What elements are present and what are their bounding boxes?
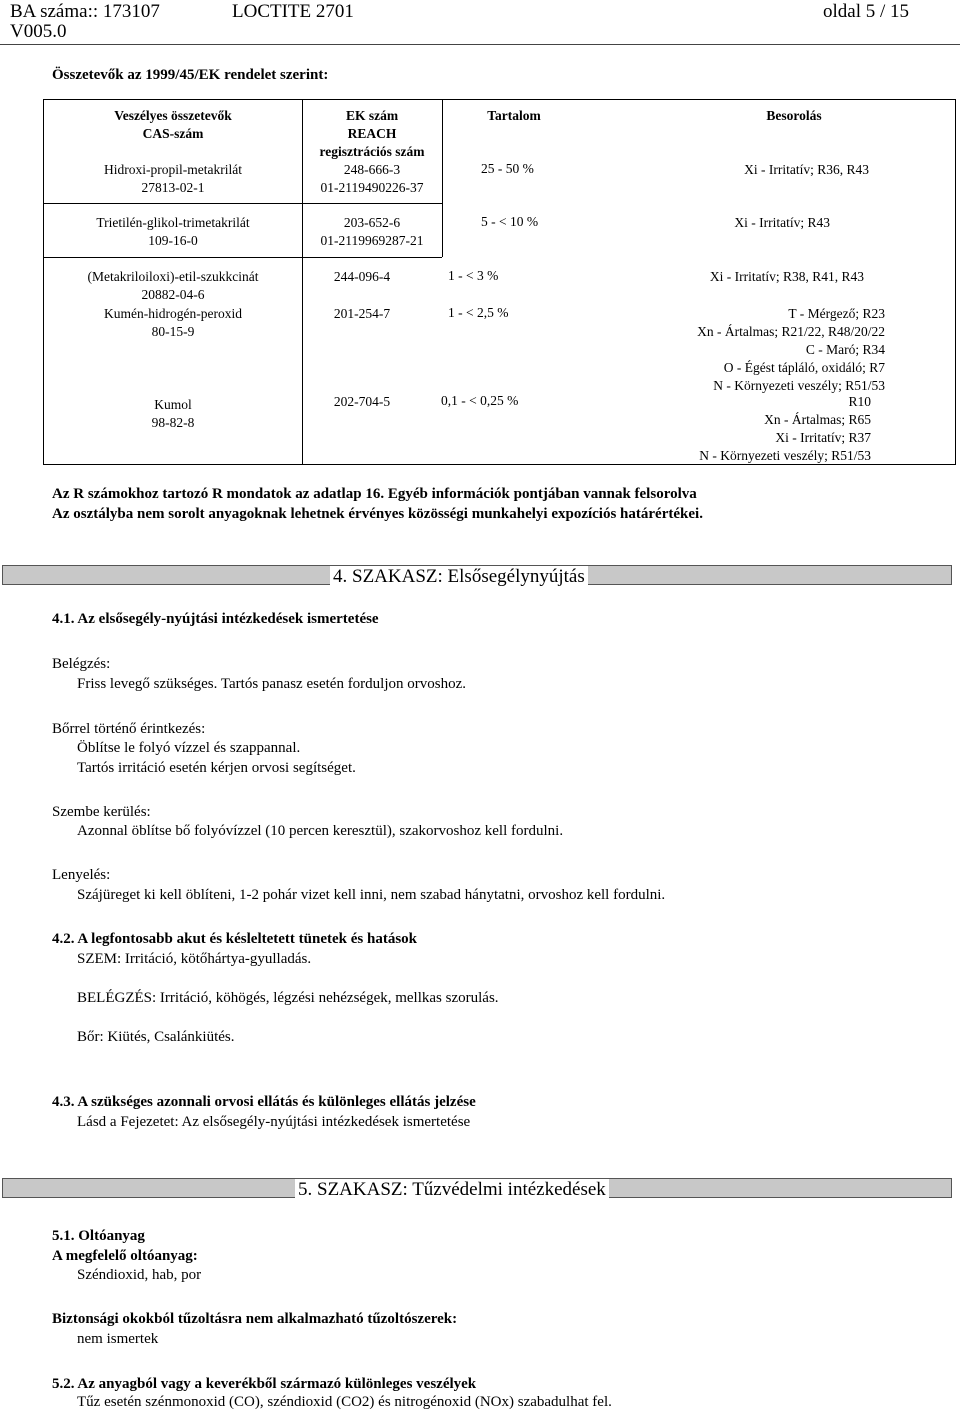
s51-heading: 5.1. Oltóanyag [52,1228,145,1244]
product-name: LOCTITE 2701 [232,1,354,22]
s42-skin: Bőr: Kiütés, Csalánkiütés. [77,1029,235,1045]
ingredient-3: (Metakriloiloxi)-etil-szukkcinát 20882-04-6 [87,269,259,302]
ingestion-text: Szájüreget ki kell öblíteni, 1-2 pohár vizet kell inni, nem szabad hánytatni, orvoshoz kell fordulni. [77,887,666,903]
eye-label: Szembe kerülés: [52,804,151,820]
ingestion-label: Lenyelés: [52,867,111,883]
s42-eye: SZEM: Irritáció, kötőhártya-gyulladás. [77,951,312,967]
col-header-ingredient: Veszélyes összetevők CAS-szám [114,108,232,141]
version: V005.0 [10,21,67,42]
suitable-text: Széndioxid, hab, por [77,1267,202,1283]
class-3: Xi - Irritatív; R38, R41, R43 [709,269,864,284]
ek-4: 201-254-7 [333,306,391,321]
ingredients-note-1: Az R számokhoz tartozó R mondatok az adatlap 16. Egyéb információk pontjában vannak felsorolva [52,486,697,502]
s41-heading: 4.1. Az elsősegély-nyújtási intézkedések ismertetése [52,611,379,627]
content-3: 1 - < 3 % [448,268,499,283]
s43-text: Lásd a Fejezetet: Az elsősegély-nyújtási intézkedések ismertetése [77,1114,471,1130]
inhalation-label: Belégzés: [52,656,111,672]
col-header-ek: EK szám REACH regisztrációs szám [319,108,425,159]
content-4: 1 - < 2,5 % [448,305,509,320]
ek-2: 203-652-6 01-2119969287-21 [320,215,424,248]
content-1: 25 - 50 % [481,161,534,176]
col-header-classification: Besorolás [766,108,822,123]
class-5: R10 Xn - Ártalmas; R65 Xi - Irritatív; R37 N - Környezeti veszély; R51/53 [699,394,871,463]
s52-text: Tűz esetén szénmonoxid (CO), széndioxid (CO2) és nitrogénoxid (NOx) szabadulhat fel. [77,1394,612,1410]
skin-label: Bőrrel történő érintkezés: [52,721,206,737]
ingredient-4: Kumén-hidrogén-peroxid 80-15-9 [104,306,242,339]
s42-heading: 4.2. A legfontosabb akut és késleltetett tünetek és hatások [52,931,418,947]
suitable-label: A megfelelő oltóanyag: [52,1248,198,1264]
class-1: Xi - Irritatív; R36, R43 [744,162,869,177]
ingredient-5: Kumol 98-82-8 [151,397,195,430]
unsuitable-text: nem ismertek [77,1331,159,1347]
eye-text: Azonnal öblítse bő folyóvízzel (10 percen keresztül), szakorvoshoz kell fordulni. [77,823,564,839]
ingredient-1: Hidroxi-propil-metakrilát 27813-02-1 [104,162,242,195]
inhalation-text: Friss levegő szükséges. Tartós panasz esetén forduljon orvoshoz. [77,676,467,692]
class-4: T - Mérgező; R23 Xn - Ártalmas; R21/22, R48/20/22 C - Maró; R34 O - Égést tápláló, oxidáló; R7 N - Környezeti veszély; R51/53 [697,306,885,393]
ek-3: 244-096-4 [333,269,391,284]
ek-1: 248-666-3 01-2119490226-37 [320,162,424,195]
page-number: oldal 5 / 15 [823,1,910,22]
s42-inhalation: BELÉGZÉS: Irritáció, köhögés, légzési nehézségek, mellkas szorulás. [77,990,499,1006]
ingredients-heading: Összetevők az 1999/45/EK rendelet szerint: [52,67,329,83]
ingredient-2: Trietilén-glikol-trimetakrilát 109-16-0 [96,215,250,248]
ek-5: 202-704-5 [333,394,391,409]
ingredients-note-2: Az osztályba nem sorolt anyagoknak lehetnek érvényes közösségi munkahelyi expozíciós határértékei. [52,506,703,522]
section-5-title: 5. SZAKASZ: Tűzvédelmi intézkedések [295,1179,609,1201]
s52-heading: 5.2. Az anyagból vagy a keverékből származó különleges veszélyek [52,1376,477,1392]
s43-heading: 4.3. A szükséges azonnali orvosi ellátás és különleges ellátás jelzése [52,1094,476,1110]
ingredients-table [43,99,956,465]
content-5: 0,1 - < 0,25 % [441,393,519,408]
section-4-title: 4. SZAKASZ: Elsősegélynyújtás [330,566,588,588]
content-2: 5 - < 10 % [481,214,539,229]
ba-number: BA száma:: 173107 [10,1,160,22]
skin-text-2: Tartós irritáció esetén kérjen orvosi segítséget. [77,760,356,776]
class-2: Xi - Irritatív; R43 [734,215,830,230]
skin-text-1: Öblítse le folyó vízzel és szappannal. [77,740,301,756]
unsuitable-label: Biztonsági okokból tűzoltásra nem alkalmazható tűzoltószerek: [52,1311,458,1327]
header-divider [0,44,960,45]
col-header-content: Tartalom [487,108,541,123]
